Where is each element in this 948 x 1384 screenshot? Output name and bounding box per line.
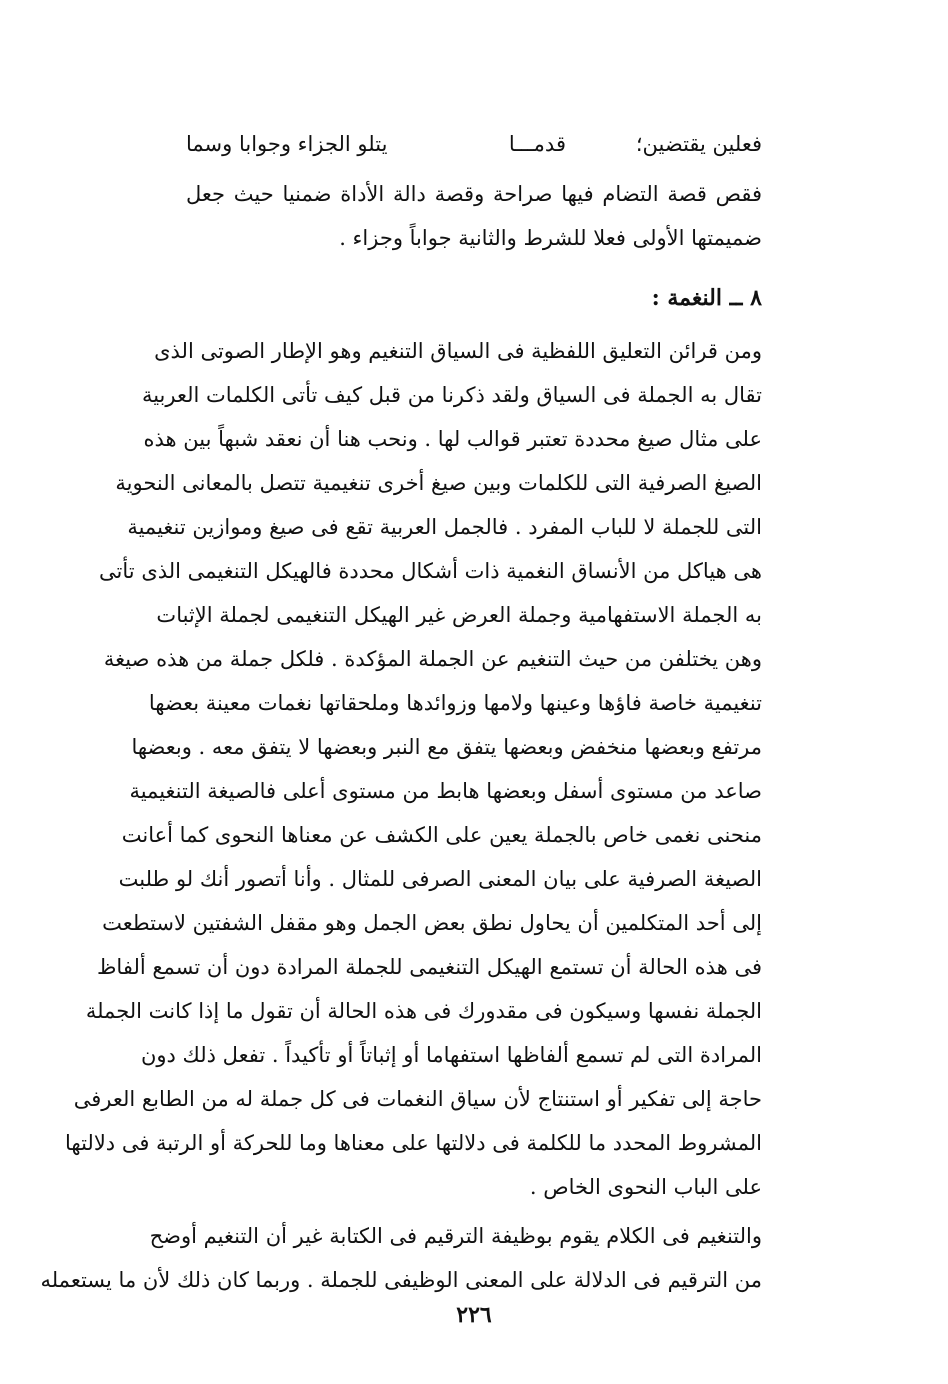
- paragraph-line: الجملة نفسها وسيكون فى مقدورك فى هذه الحالة أن تقول ما إذا كانت الجملة: [85, 999, 762, 1023]
- paragraph-line: التى للجملة لا للباب المفرد . فالجمل العربية تقع فى صيغ وموازين تنغيمية: [127, 515, 762, 539]
- paragraph-line: منحنى نغمى خاص بالجملة يعين على الكشف عن معناها النحوى كما أعانت: [121, 823, 762, 847]
- paragraph-line: المرادة التى لم تسمع ألفاظها استفهاما أو إثباتاً أو تأكيداً . تفعل ذلك دون: [140, 1043, 762, 1067]
- paragraph-line: الصيغ الصرفية التى للكلمات وبين صيغ أخرى تنغيمية تتصل بالمعانى النحوية: [115, 471, 762, 495]
- paragraph-line: إلى أحد المتكلمين أن يحاول نطق بعض الجمل وهو مقفل الشفتين لاستطعت: [102, 911, 762, 935]
- paragraph-line: تنغيمية خاصة فاؤها وعينها ولامها وزوائدها وملحقاتها نغمات معينة بعضها: [148, 691, 762, 715]
- paragraph-line: وهن يختلفن من حيث التنغيم عن الجملة المؤكدة . فلكل جملة من هذه صيغة: [103, 647, 762, 671]
- verse-hemistich-2: قدمـــا: [508, 132, 566, 156]
- paragraph-line: على الباب النحوى الخاص .: [529, 1175, 762, 1199]
- paragraph-line: به الجملة الاستفهامية وجملة العرض غير الهيكل التنغيمى لجملة الإثبات: [156, 603, 762, 627]
- paragraph-line: هى هياكل من الأنساق النغمية ذات أشكال محددة فالهيكل التنغيمى الذى تأتى: [99, 559, 762, 583]
- intro-line: ضميمتها الأولى فعلا للشرط والثانية جواباً وجزاء .: [339, 226, 762, 250]
- intro-line: فقص قصة التضام فيها صراحة وقصة دالة الأداة ضمنيا حيث جعل: [186, 182, 762, 206]
- paragraph-line: حاجة إلى تفكير أو استنتاج لأن سياق النغمات فى كل جملة له من الطابع العرفى: [73, 1087, 762, 1111]
- verse-hemistich-1: فعلين يقتضين؛: [635, 132, 762, 156]
- section-heading: ٨ ــ النغمة :: [651, 285, 762, 311]
- paragraph-line: على مثال صيغ محددة تعتبر قوالب لها . ونحب هنا أن نعقد شبهاً بين هذه: [143, 427, 762, 451]
- verse-hemistich-3: يتلو الجزاء وجوابا وسما: [186, 132, 388, 156]
- paragraph-line: تقال به الجملة فى السياق ولقد ذكرنا من قبل كيف تأتى الكلمات العربية: [141, 383, 762, 407]
- paragraph-line: الصيغة الصرفية على بيان المعنى الصرفى للمثال . وأنا أتصور أنك لو طلبت: [118, 867, 762, 891]
- paragraph-line: والتنغيم فى الكلام يقوم بوظيفة الترقيم فى الكتابة غير أن التنغيم أوضح: [149, 1224, 762, 1248]
- paragraph-line: من الترقيم فى الدلالة على المعنى الوظيفى للجملة . وربما كان ذلك لأن ما يستعمله: [40, 1268, 762, 1292]
- paragraph-line: صاعد من مستوى أسفل وبعضها هابط من مستوى أعلى فالصيغة التنغيمية: [129, 779, 762, 803]
- paragraph-line: ومن قرائن التعليق اللفظية فى السياق التنغيم وهو الإطار الصوتى الذى: [154, 339, 762, 363]
- paragraph-line: فى هذه الحالة أن تستمع الهيكل التنغيمى للجملة المرادة دون أن تسمع ألفاظ: [97, 955, 762, 979]
- paragraph-line: مرتفع وبعضها منخفض وبعضها يتفق مع النبر وبعضها لا يتفق معه . وبعضها: [131, 735, 762, 759]
- poetry-verse: [186, 126, 762, 166]
- page-number: ٢٢٦: [456, 1302, 492, 1328]
- paragraph-line: المشروط المحدد ما للكلمة فى دلالتها على معناها وما للحركة أو الرتبة فى دلالتها: [65, 1131, 762, 1155]
